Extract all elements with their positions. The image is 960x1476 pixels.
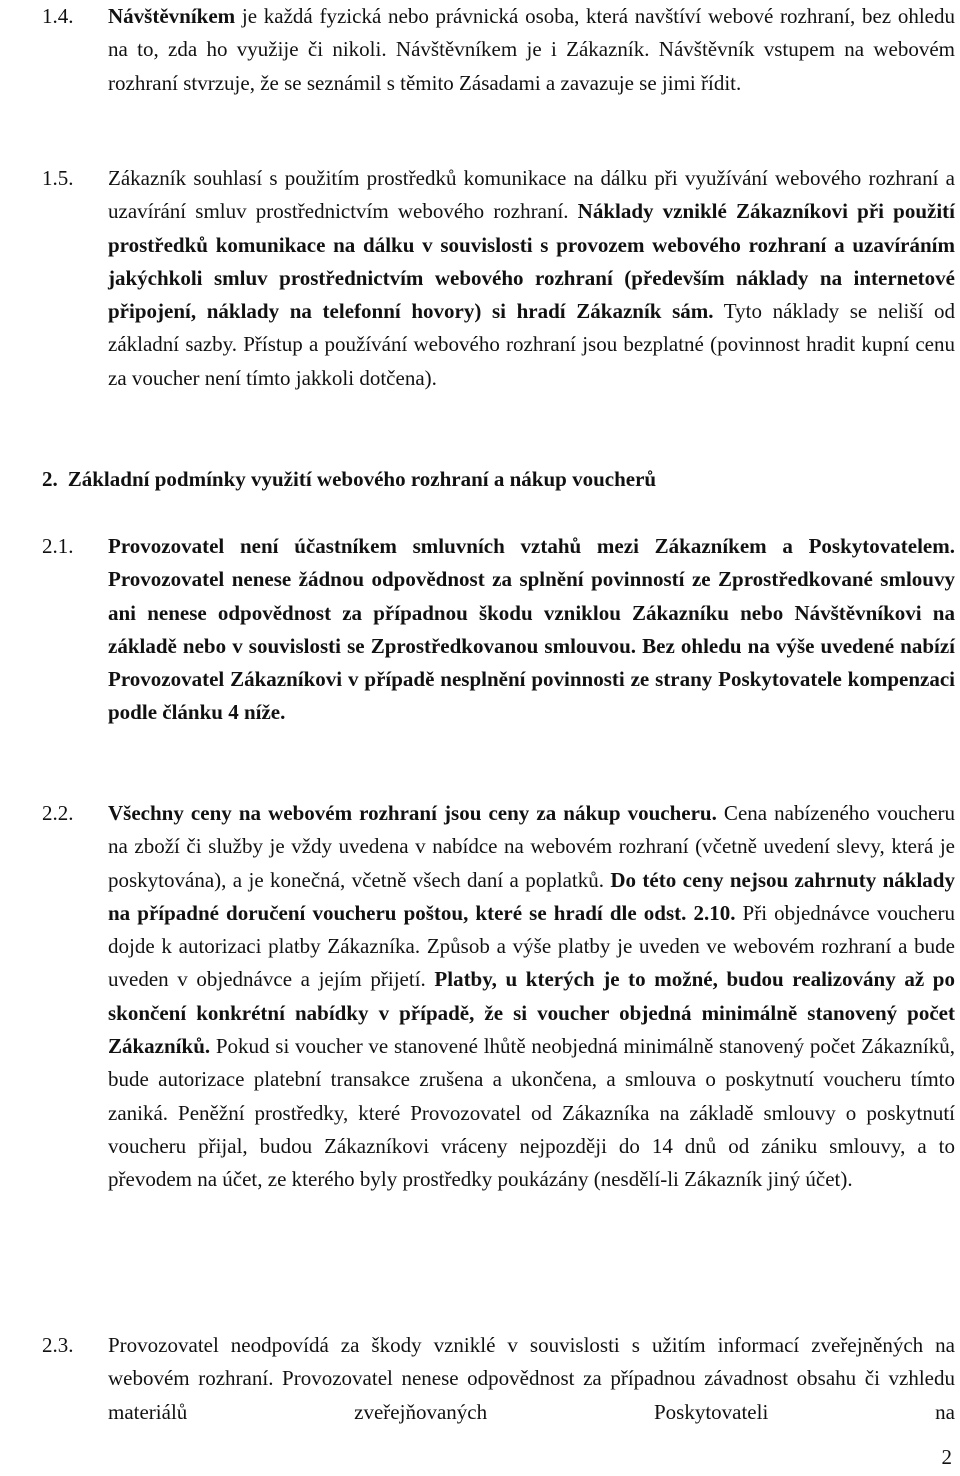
section-heading (42, 463, 942, 496)
clause-text-segment: Zákazník souhlasí s použitím prostředků komunikace na dálku při využívání webového rozhraní a uzavírání smluv prostřednictvím webového rozhraní. (108, 166, 955, 224)
clause-number: 1.5. (42, 166, 74, 190)
clause-text-bold: Náklady vzniklé Zákazníkovi při použití prostředků komunikace na dálku v souvislosti s provozem webového rozhraní a uzavíráním jakýchkoli smluv prostřednictvím webového rozhraní (především náklady na internetové připojení, náklady na telefonní hovory) si hradí Zákazník sám. (108, 199, 955, 324)
clause-text-bold: Všechny ceny na webovém rozhraní jsou ceny za nákup voucheru. (108, 801, 717, 825)
clause-text (108, 1329, 955, 1429)
clause-number: 1.4. (42, 4, 74, 28)
clause-text-bold: Provozovatel není účastníkem smluvních vztahů mezi Zákazníkem a Poskytovatelem. Provozovatel nenese žádnou odpovědnost za splnění povinností ze Zprostředkované smlouvy ani nenese odpovědnost za případnou škodu vzniklou Zákazníku nebo Návštěvníkovi na základě nebo v souvislosti se Zprostředkovanou smlouvou. Bez ohledu na výše uvedené nabízí Provozovatel Zákazníkovi v případě nesplnění povinnosti ze strany Poskytovatele kompenzaci podle článku 4 níže. (108, 534, 955, 725)
clause-text (108, 530, 955, 730)
clause-text-segment: je každá fyzická nebo právnická osoba, která navštíví webové rozhraní, bez ohledu na to, zda ho využije či nikoli. Návštěvníkem je i Zákazník. Návštěvník vstupem na webovém rozhraní stvrzuje, že se seznámil s těmito Zásadami a zavazuje se jimi řídit. (108, 4, 955, 95)
clause-text (108, 797, 955, 1197)
section-title: Základní podmínky využití webového rozhraní a nákup voucherů (67, 467, 657, 491)
clause-number: 2.1. (42, 534, 74, 558)
clause-text-bold: Platby, u kterých je to možné, budou realizovány až po skončení konkrétní nabídky v případě, že si voucher objedná minimálně stanovený počet Zákazníků. (108, 967, 955, 1059)
page-number: 2 (941, 1445, 952, 1469)
section-number: 2. (42, 467, 58, 491)
clause-number: 2.2. (42, 801, 74, 825)
clause-text-segment: Při objednávce voucheru dojde k autorizaci platby Zákazníka. Způsob a výše platby je uveden ve webovém rozhraní a bude uveden v objednávce a jejím přijetí. (108, 900, 955, 992)
clause-text-bold: Návštěvníkem (108, 4, 236, 28)
clause-text-segment: Provozovatel neodpovídá za škody vzniklé v souvislosti s užitím informací zveřejněných na webovém rozhraní. Provozovatel nenese odpovědnost za případnou závadnost obsahu či vzhledu materiálů zveřejňovaných Poskytovateli na (108, 1333, 955, 1424)
clause-number: 2.3. (42, 1333, 74, 1357)
clause-text-bold: Do této ceny nejsou zahrnuty náklady na případné doručení voucheru poštou, které se hradí dle odst. 2.10. (108, 867, 955, 925)
clause-text-segment: Pokud si voucher ve stanovené lhůtě neobjedná minimálně stanovený počet Zákazníků, bude autorizace platební transakce zrušena a ukončena, a smlouva o poskytnutí voucheru tímto zaniká. Peněžní prostředky, které Provozovatel od Zákazníka na základě smlouvy o poskytnutí voucheru přijal, budou Zákazníkovi vráceny nejpozději do 14 dnů od zániku smlouvy, a to převodem na účet, ze kterého byly prostředky poukázány (nesdělí-li Zákazník jiný účet). (108, 1034, 955, 1192)
clause-text (108, 162, 955, 395)
clause-text-segment: Tyto náklady se neliší od základní sazby. Přístup a používání webového rozhraní jsou bezplatné (povinnost hradit kupní cenu za voucher není tímto jakkoli dotčena). (108, 299, 955, 390)
clause-text (108, 0, 955, 100)
clause-text-segment: Cena nabízeného voucheru na zboží či služby je vždy uvedena v nabídce na webovém rozhraní (včetně uvedení slevy, která je poskytována), a je konečná, včetně všech daní a poplatků. (108, 801, 956, 892)
